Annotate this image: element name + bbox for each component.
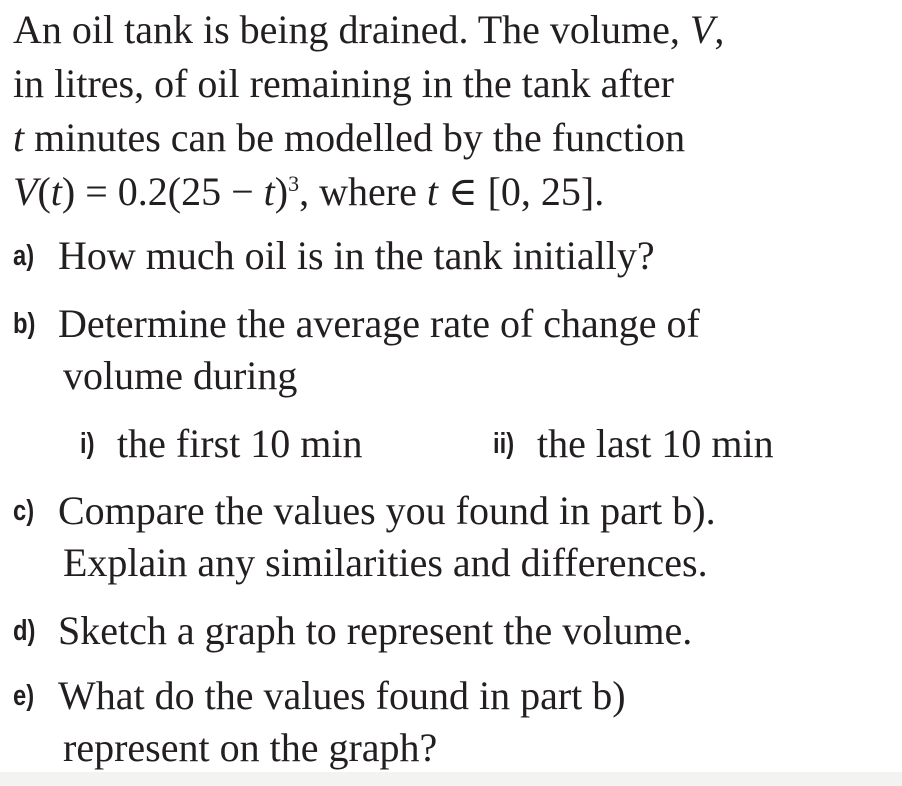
function-body: ) = 0.2(25 − <box>61 169 264 214</box>
question-b-text-2: volume during <box>63 353 298 398</box>
question-d-text: Sketch a graph to represent the volume. <box>58 608 693 653</box>
question-c-text-2: Explain any similarities and differences. <box>63 540 708 585</box>
intro-text: minutes can be modelled by the function <box>24 115 686 160</box>
question-a-label: a) <box>13 240 35 272</box>
intro-line-1 <box>13 4 724 56</box>
question-b-label: b) <box>13 308 36 340</box>
intro-text: , where <box>299 169 427 214</box>
intro-line-3 <box>13 112 685 164</box>
intro-text: , <box>714 7 725 52</box>
question-b-text-1: Determine the average rate of change of <box>58 301 700 346</box>
question-c-label: c) <box>13 495 35 527</box>
function-name: V <box>13 169 38 214</box>
question-e-label: e) <box>13 680 35 712</box>
question-e-text-1: What do the values found in part b) <box>58 673 626 718</box>
domain: ∈ [0, 25]. <box>437 169 605 214</box>
bottom-edge-strip <box>0 772 902 786</box>
variable-t: t <box>263 169 275 214</box>
variable-v: V <box>689 7 715 52</box>
question-b-sub-ii-text: the last 10 min <box>537 421 774 466</box>
question-e-text-2: represent on the graph? <box>63 725 438 770</box>
question-b-sub-ii-label: ii) <box>493 428 515 460</box>
variable-t: t <box>50 169 62 214</box>
intro-text: An oil tank is being drained. The volume, <box>13 7 690 52</box>
question-b-sub-i-text: the first 10 min <box>117 421 363 466</box>
exponent: 3 <box>288 171 300 196</box>
question-b-sub-i-label: i) <box>80 428 95 460</box>
variable-t: t <box>426 169 438 214</box>
intro-line-4-function <box>13 166 604 218</box>
intro-text: in litres, of oil remaining in the tank after <box>13 61 674 106</box>
question-a-text: How much oil is in the tank initially? <box>58 233 655 278</box>
variable-t: t <box>13 115 25 160</box>
question-c-text-1: Compare the values you found in part b). <box>58 488 716 533</box>
paren: ( <box>37 169 51 214</box>
paren: ) <box>274 169 289 214</box>
intro-line-2 <box>13 58 674 110</box>
question-d-label: d) <box>13 615 36 647</box>
